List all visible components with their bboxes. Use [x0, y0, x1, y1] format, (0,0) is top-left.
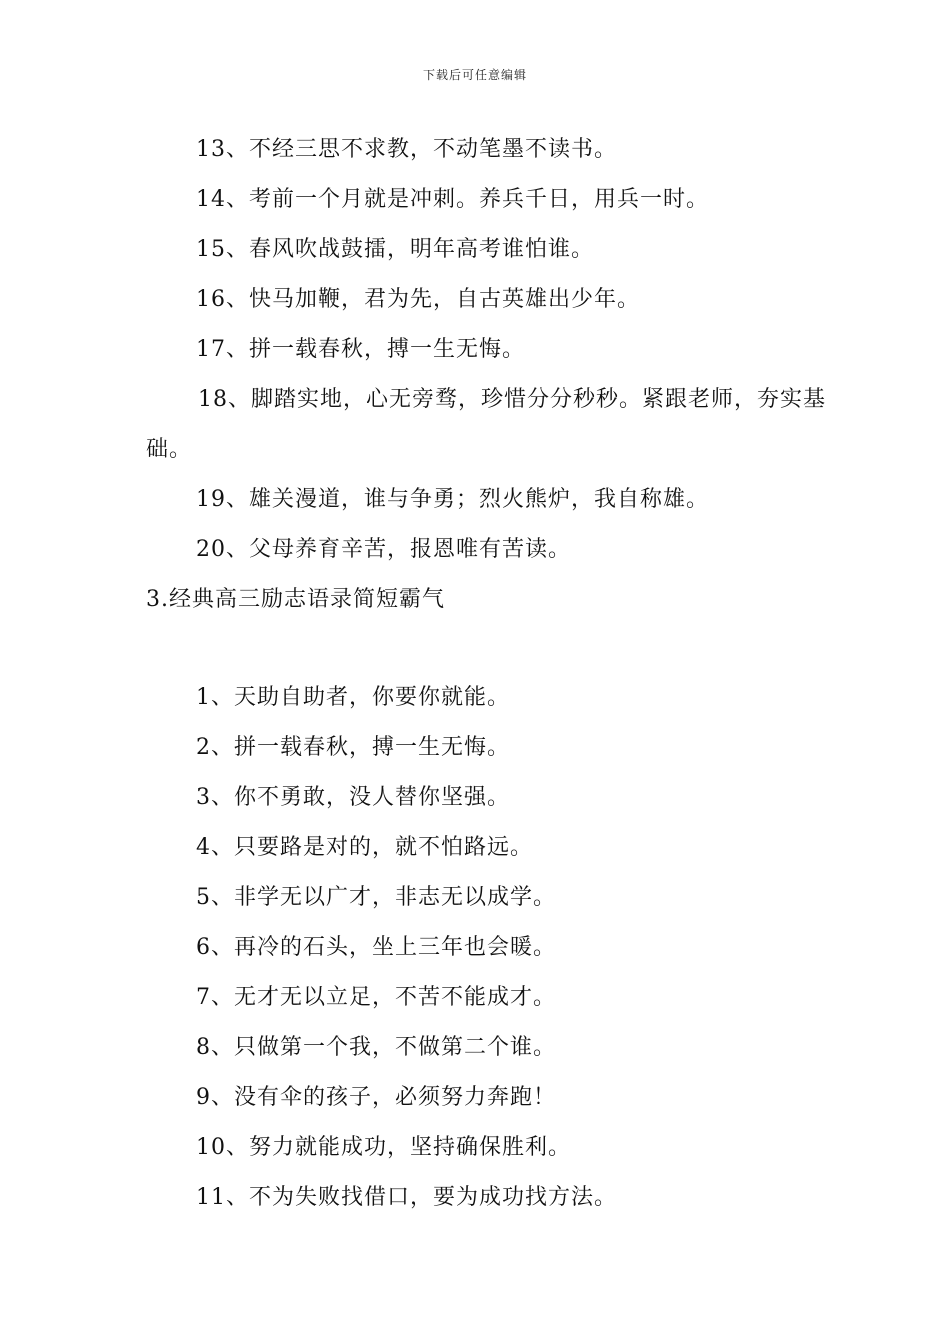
list-item: 20、父母养育辛苦，报恩唯有苦读。	[196, 537, 571, 562]
list-item: 4、只要路是对的，就不怕路远。	[196, 835, 533, 860]
list-item: 17、拼一载春秋，搏一生无悔。	[196, 337, 525, 362]
section-heading: 3.经典高三励志语录简短霸气	[146, 587, 445, 612]
list-item: 2、拼一载春秋，搏一生无悔。	[196, 735, 510, 760]
document-body	[146, 125, 836, 1223]
list-item: 13、不经三思不求教，不动笔墨不读书。	[196, 137, 617, 162]
section-spacer	[146, 625, 836, 673]
list-item: 18、脚踏实地，心无旁骛，珍惜分分秒秒。紧跟老师，夯实基础。	[146, 387, 826, 462]
list-item: 19、雄关漫道，谁与争勇；烈火熊炉，我自称雄。	[196, 487, 709, 512]
header-note: 下载后可任意编辑	[422, 68, 527, 82]
list-item: 5、非学无以广才，非志无以成学。	[196, 885, 556, 910]
list-item: 8、只做第一个我，不做第二个谁。	[196, 1035, 556, 1060]
list-item: 10、努力就能成功，坚持确保胜利。	[196, 1135, 571, 1160]
list-item: 14、考前一个月就是冲刺。养兵千日，用兵一时。	[196, 187, 709, 212]
list-item: 3、你不勇敢，没人替你坚强。	[196, 785, 510, 810]
list-item: 11、不为失败找借口，要为成功找方法。	[196, 1185, 617, 1210]
list-item: 16、快马加鞭，君为先，自古英雄出少年。	[196, 287, 640, 312]
list-item: 9、没有伞的孩子，必须努力奔跑！	[196, 1085, 556, 1110]
list-item: 1、天助自助者，你要你就能。	[196, 685, 510, 710]
list-item: 6、再冷的石头，坐上三年也会暖。	[196, 935, 556, 960]
list-item: 7、无才无以立足，不苦不能成才。	[196, 985, 556, 1010]
list-item: 15、春风吹战鼓擂，明年高考谁怕谁。	[196, 237, 594, 262]
